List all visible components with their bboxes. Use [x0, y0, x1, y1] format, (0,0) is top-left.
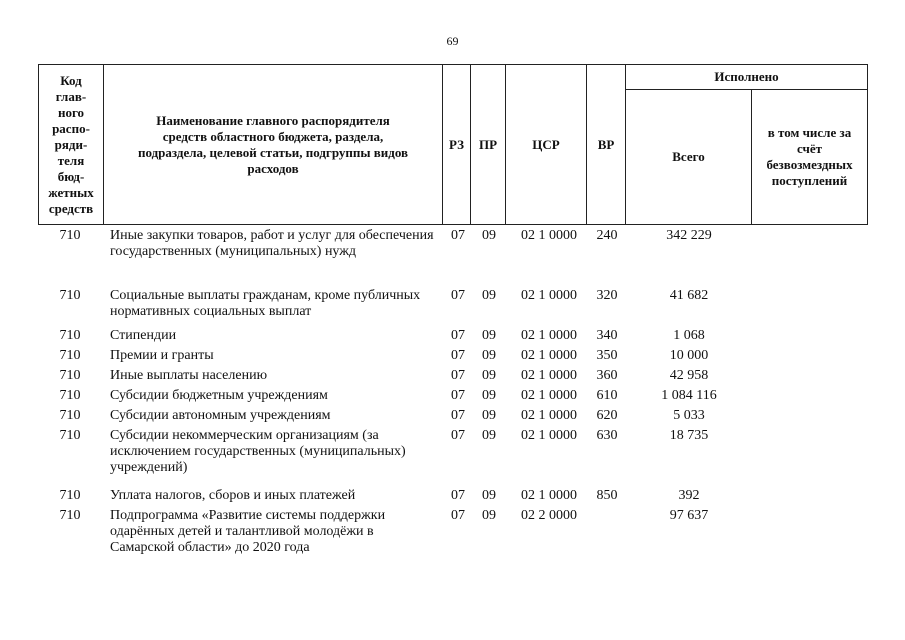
- total-cell: 97 637: [669, 508, 709, 523]
- pr-cell: 09: [482, 508, 496, 523]
- name-cell: Субсидии некоммерческим организациям (за исключением государственных (муниципальных) учреждений): [110, 428, 406, 475]
- total-cell: 392: [678, 488, 700, 503]
- name-cell: Подпрограмма «Развитие системы поддержки одарённых детей и талантливой молодёжи в Самарской области» до 2020 года: [110, 508, 386, 555]
- csr-cell: 02 1 0000: [521, 388, 577, 403]
- csr-cell: 02 1 0000: [521, 488, 577, 503]
- vr-cell: 340: [596, 328, 618, 343]
- csr-cell: 02 1 0000: [521, 328, 577, 343]
- csr-cell: 02 1 0000: [521, 288, 577, 303]
- csr-cell: 02 2 0000: [521, 508, 577, 523]
- page-number: 69: [446, 34, 459, 48]
- total-cell: 10 000: [669, 348, 709, 363]
- name-cell: Субсидии бюджетным учреждениям: [110, 388, 328, 403]
- pr-cell: 09: [482, 348, 496, 363]
- header-pr: ПР: [478, 136, 498, 152]
- rz-cell: 07: [451, 368, 465, 383]
- pr-cell: 09: [482, 328, 496, 343]
- rz-cell: 07: [451, 228, 465, 243]
- csr-cell: 02 1 0000: [521, 228, 577, 243]
- code-cell: 710: [59, 288, 81, 303]
- vr-cell: 610: [596, 388, 618, 403]
- total-cell: 1 084 116: [661, 388, 717, 403]
- header-csr: ЦСР: [532, 136, 560, 152]
- rz-cell: 07: [451, 508, 465, 523]
- total-cell: 1 068: [673, 328, 705, 343]
- pr-cell: 09: [482, 228, 496, 243]
- total-cell: 18 735: [669, 428, 709, 443]
- total-cell: 5 033: [673, 408, 705, 423]
- rz-cell: 07: [451, 288, 465, 303]
- csr-cell: 02 1 0000: [521, 428, 577, 443]
- total-cell: 41 682: [669, 288, 709, 303]
- table-header: [38, 64, 868, 225]
- header-executed: Исполнено: [714, 69, 779, 84]
- code-cell: 710: [59, 228, 81, 243]
- vr-cell: 240: [596, 228, 618, 243]
- rz-cell: 07: [451, 408, 465, 423]
- code-cell: 710: [59, 508, 81, 523]
- header-vr: ВР: [597, 136, 615, 152]
- rz-cell: 07: [451, 488, 465, 503]
- rz-cell: 07: [451, 328, 465, 343]
- code-cell: 710: [59, 368, 81, 383]
- vr-cell: 630: [596, 428, 618, 443]
- pr-cell: 09: [482, 488, 496, 503]
- pr-cell: 09: [482, 388, 496, 403]
- pr-cell: 09: [482, 428, 496, 443]
- code-cell: 710: [59, 348, 81, 363]
- header-code: Код глав- ного распо- ряди- теля бюд- жетных средств: [48, 72, 94, 216]
- vr-cell: 350: [596, 348, 618, 363]
- csr-cell: 02 1 0000: [521, 408, 577, 423]
- header-total: Всего: [672, 149, 705, 164]
- code-cell: 710: [59, 488, 81, 503]
- name-cell: Уплата налогов, сборов и иных платежей: [110, 488, 356, 503]
- header-rz: РЗ: [449, 136, 464, 152]
- name-cell: Социальные выплаты гражданам, кроме публичных нормативных социальных выплат: [110, 288, 421, 319]
- header-incl: в том числе за счёт безвозмездных поступлений: [766, 125, 853, 188]
- header-name: Наименование главного распорядителя средств областного бюджета, раздела, подраздела, целевой статьи, подгруппы видов расходов: [137, 112, 409, 176]
- name-cell: Иные закупки товаров, работ и услуг для обеспечения государственных (муниципальных) нужд: [110, 228, 434, 259]
- vr-cell: 620: [596, 408, 618, 423]
- rz-cell: 07: [451, 348, 465, 363]
- total-cell: 342 229: [666, 228, 712, 243]
- total-cell: 42 958: [669, 368, 709, 383]
- name-cell: Премии и гранты: [110, 348, 214, 363]
- pr-cell: 09: [482, 368, 496, 383]
- vr-cell: 360: [596, 368, 618, 383]
- code-cell: 710: [59, 428, 81, 443]
- rz-cell: 07: [451, 388, 465, 403]
- name-cell: Стипендии: [110, 328, 177, 343]
- csr-cell: 02 1 0000: [521, 368, 577, 383]
- vr-cell: 850: [596, 488, 618, 503]
- name-cell: Субсидии автономным учреждениям: [110, 408, 331, 423]
- name-cell: Иные выплаты населению: [110, 368, 268, 383]
- rz-cell: 07: [451, 428, 465, 443]
- code-cell: 710: [59, 408, 81, 423]
- code-cell: 710: [59, 388, 81, 403]
- csr-cell: 02 1 0000: [521, 348, 577, 363]
- pr-cell: 09: [482, 288, 496, 303]
- pr-cell: 09: [482, 408, 496, 423]
- vr-cell: 320: [596, 288, 618, 303]
- code-cell: 710: [59, 328, 81, 343]
